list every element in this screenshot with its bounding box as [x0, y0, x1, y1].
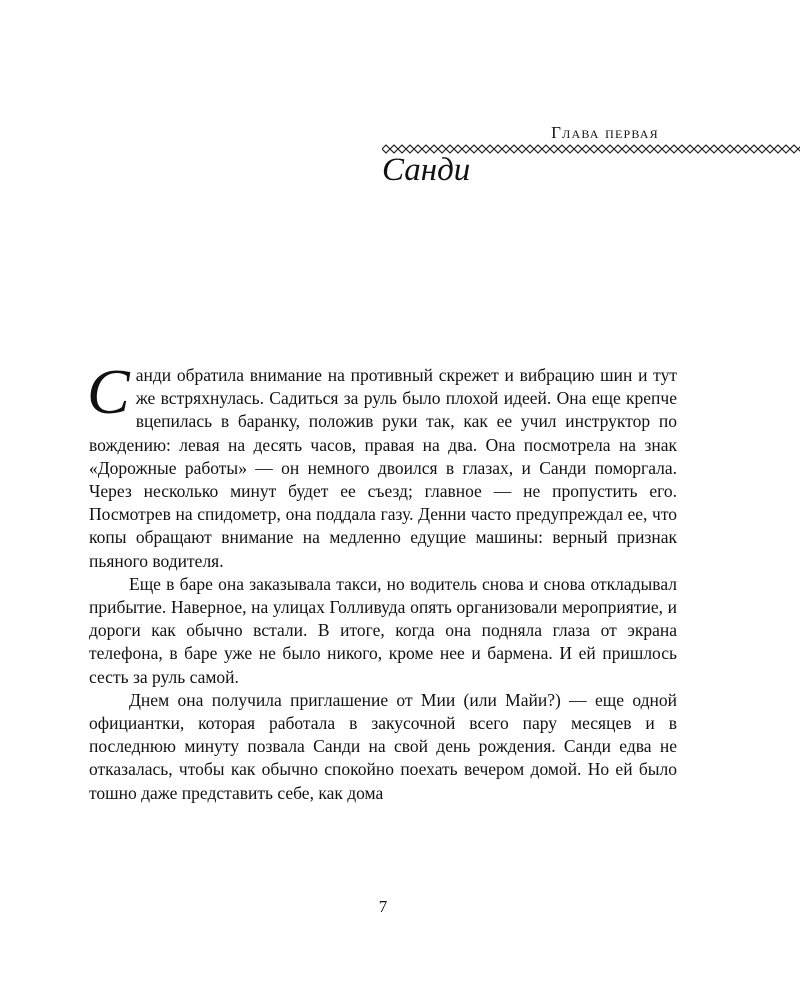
paragraph-2: Еще в баре она заказывала такси, но водитель снова и снова откладывал прибытие. Наверное, на улицах Голливуда опять организовали мероприятие, и дороги как обычно встали. В итоге, когда она подняла глаза от экрана телефона, в баре уже не было никого, кроме нее и бармена. И ей пришлось сесть за руль самой. — [89, 573, 677, 687]
chapter-label: Глава первая — [551, 123, 659, 142]
drop-cap: С — [87, 356, 130, 427]
body-text — [87, 356, 677, 805]
chapter-title: Санди — [382, 152, 471, 188]
paragraph-1-text: анди обратила внимание на противный скрежет и вибрацию шин и тут же встряхнулась. Садиться за руль было плохой идеей. Она еще крепче вцепилась в баранку, положив руки так, как ее учил инструктор по вождению: левая на десять часов, правая на два. Она посмотрела на знак «Дорожные работы» — он немного двоился в глазах, и Санди поморгала. Через несколько минут будет ее съезд; главное — не пропустить его. Посмотрев на спидометр, она поддала газу. Денни часто предупреждал ее, что копы обращают внимание на медленно едущие машины: верный признак пьяного водителя. — [89, 365, 677, 571]
page-number: 7 — [378, 897, 388, 916]
paragraph-3: Днем она получила приглашение от Мии (или Майи?) — еще одной официантки, которая работала в закусочной всего пару месяцев и в последнюю минуту позвала Санди на свой день рождения. Санди едва не отказалась, чтобы как обычно спокойно поехать вечером домой. Но ей было тошно даже представить себе, как дома — [89, 689, 677, 803]
paragraph-1 — [87, 356, 677, 573]
